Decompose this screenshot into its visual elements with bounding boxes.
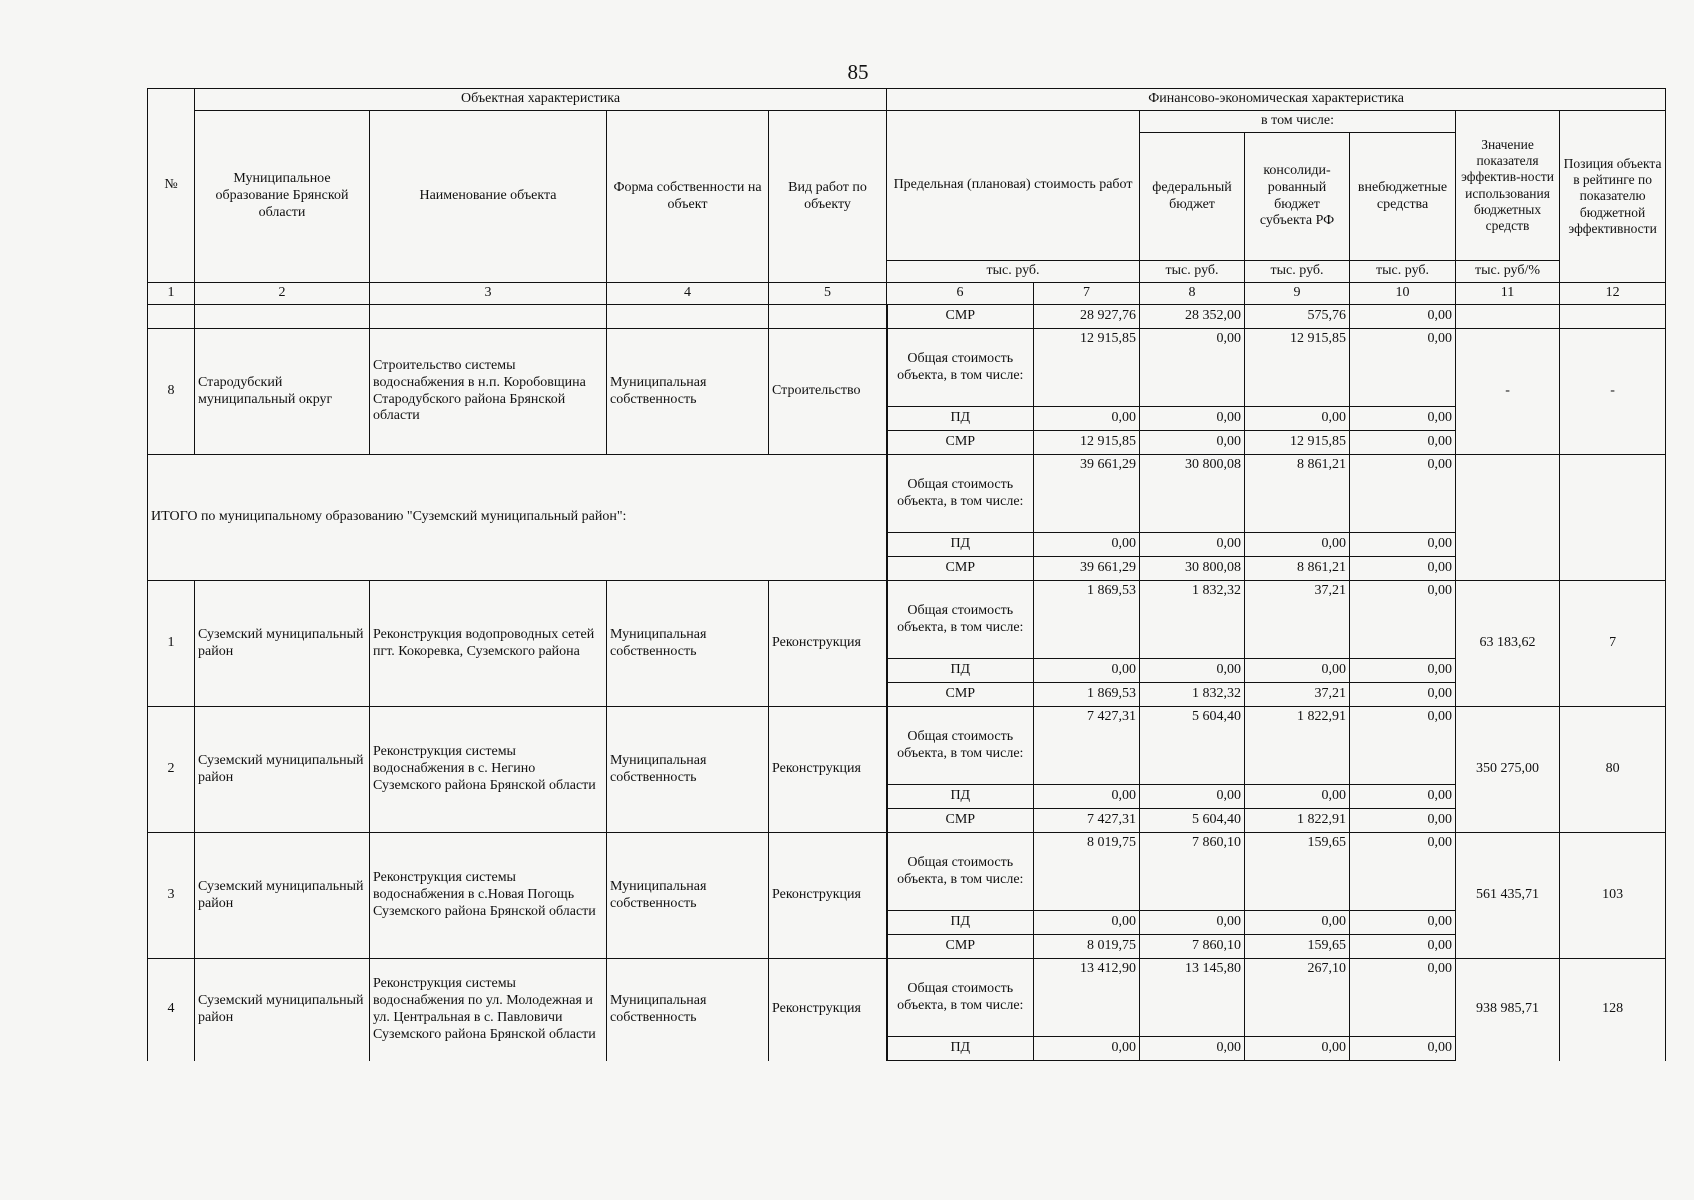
header-including: в том числе: [1140,111,1456,133]
work-type-cell: Реконструкция [769,581,887,707]
extrabudget-cell: 0,00 [1350,683,1456,707]
header-municipality: Муниципальное образование Брянской области [195,111,370,283]
extrabudget-cell: 0,00 [1350,581,1456,659]
row-number: 8 [148,329,195,455]
row-label-smr: СМР [887,809,1034,833]
header-unit-cost: тыс. руб. [887,261,1140,283]
object-name-cell: Реконструкция системы водоснабжения по ул. Молодежная и ул. Центральная в с. Павловичи Суземского района Брянской области [370,959,607,1061]
cost-cell: 1 869,53 [1034,683,1140,707]
federal-cell: 5 604,40 [1140,707,1245,785]
row-label-smr: СМР [887,431,1034,455]
consolidated-cell: 12 915,85 [1245,431,1350,455]
federal-cell: 0,00 [1140,533,1245,557]
col-number: 4 [607,283,769,305]
object-name-cell: Реконструкция системы водоснабжения в с.Новая Погощь Суземского района Брянской области [370,833,607,959]
row-label-smr: СМР [887,305,1034,329]
investment-table [147,88,1666,1061]
efficiency-cell: 63 183,62 [1456,581,1560,707]
cost-cell: 12 915,85 [1034,431,1140,455]
ownership-cell: Муниципальная собственность [607,581,769,707]
extrabudget-cell: 0,00 [1350,659,1456,683]
extrabudget-cell: 0,00 [1350,1037,1456,1061]
col-number: 1 [148,283,195,305]
extrabudget-cell: 0,00 [1350,833,1456,911]
cost-cell: 7 427,31 [1034,707,1140,785]
page-number: 85 [847,60,869,84]
ownership-cell: Муниципальная собственность [607,833,769,959]
table-row [148,581,1666,659]
rating-cell: 80 [1560,707,1666,833]
federal-cell: 0,00 [1140,407,1245,431]
municipality-cell: Суземский муниципальный район [195,707,370,833]
consolidated-cell: 0,00 [1245,659,1350,683]
extrabudget-cell: 0,00 [1350,707,1456,785]
empty-cell [1456,455,1560,581]
efficiency-cell: 938 985,71 [1456,959,1560,1061]
federal-cell: 7 860,10 [1140,833,1245,911]
object-name-cell: Реконструкция водопроводных сетей пгт. Кокоревка, Суземского района [370,581,607,707]
federal-cell: 28 352,00 [1140,305,1245,329]
header-consolidated: консолиди-рованный бюджет субъекта РФ [1245,133,1350,261]
header-object-name: Наименование объекта [370,111,607,283]
consolidated-cell: 1 822,91 [1245,809,1350,833]
header-extrabudget: внебюджетные средства [1350,133,1456,261]
federal-cell: 0,00 [1140,1037,1245,1061]
row-label-pd: ПД [887,533,1034,557]
federal-cell: 0,00 [1140,659,1245,683]
cost-cell: 0,00 [1034,1037,1140,1061]
cost-cell: 8 019,75 [1034,833,1140,911]
consolidated-cell: 0,00 [1245,533,1350,557]
cost-cell: 0,00 [1034,533,1140,557]
extrabudget-cell: 0,00 [1350,785,1456,809]
col-number: 9 [1245,283,1350,305]
federal-cell: 0,00 [1140,785,1245,809]
col-number: 12 [1560,283,1666,305]
col-number: 2 [195,283,370,305]
consolidated-cell: 37,21 [1245,683,1350,707]
empty-cell [1456,305,1560,329]
object-name-cell: Строительство системы водоснабжения в н.п. Коробовщина Стародубского района Брянской области [370,329,607,455]
cost-cell: 12 915,85 [1034,329,1140,407]
cost-cell: 39 661,29 [1034,455,1140,533]
row-number: 3 [148,833,195,959]
extrabudget-cell: 0,00 [1350,407,1456,431]
col-number: 5 [769,283,887,305]
row-label-smr: СМР [887,935,1034,959]
row-label-total: Общая стоимость объекта, в том числе: [887,329,1034,407]
empty-cell [769,305,887,329]
row-label-pd: ПД [887,1037,1034,1061]
col-number: 11 [1456,283,1560,305]
work-type-cell: Строительство [769,329,887,455]
municipality-cell: Суземский муниципальный район [195,833,370,959]
municipality-cell: Суземский муниципальный район [195,581,370,707]
extrabudget-cell: 0,00 [1350,557,1456,581]
cost-cell: 39 661,29 [1034,557,1140,581]
federal-cell: 1 832,32 [1140,581,1245,659]
row-number: 2 [148,707,195,833]
consolidated-cell: 8 861,21 [1245,557,1350,581]
extrabudget-cell: 0,00 [1350,533,1456,557]
header-finance-group: Финансово-экономическая характеристика [887,89,1666,111]
empty-cell [195,305,370,329]
col-number: 7 [1034,283,1140,305]
consolidated-cell: 1 822,91 [1245,707,1350,785]
col-number: 6 [887,283,1034,305]
ownership-cell: Муниципальная собственность [607,329,769,455]
row-label-total: Общая стоимость объекта, в том числе: [887,455,1034,533]
efficiency-cell: 350 275,00 [1456,707,1560,833]
federal-cell: 7 860,10 [1140,935,1245,959]
header-federal: федеральный бюджет [1140,133,1245,261]
row-label-pd: ПД [887,911,1034,935]
empty-cell [1560,305,1666,329]
row-label-pd: ПД [887,407,1034,431]
header-work-type: Вид работ по объекту [769,111,887,283]
consolidated-cell: 267,10 [1245,959,1350,1037]
header-unit-extrabudget: тыс. руб. [1350,261,1456,283]
row-label-total: Общая стоимость объекта, в том числе: [887,833,1034,911]
consolidated-cell: 37,21 [1245,581,1350,659]
rating-cell: 7 [1560,581,1666,707]
header-object-group: Объектная характеристика [195,89,887,111]
table-row [148,707,1666,785]
extrabudget-cell: 0,00 [1350,959,1456,1037]
header-unit-efficiency: тыс. руб/% [1456,261,1560,283]
col-number: 8 [1140,283,1245,305]
extrabudget-cell: 0,00 [1350,305,1456,329]
row-label-total: Общая стоимость объекта, в том числе: [887,707,1034,785]
row-label-smr: СМР [887,557,1034,581]
ownership-cell: Муниципальная собственность [607,707,769,833]
total-label: ИТОГО по муниципальному образованию "Суземский муниципальный район": [148,455,887,581]
extrabudget-cell: 0,00 [1350,329,1456,407]
rating-cell: 103 [1560,833,1666,959]
federal-cell: 1 832,32 [1140,683,1245,707]
consolidated-cell: 8 861,21 [1245,455,1350,533]
efficiency-cell: 561 435,71 [1456,833,1560,959]
federal-cell: 30 800,08 [1140,455,1245,533]
cost-cell: 0,00 [1034,407,1140,431]
header-ownership: Форма собственности на объект [607,111,769,283]
cost-cell: 7 427,31 [1034,809,1140,833]
extrabudget-cell: 0,00 [1350,431,1456,455]
municipality-cell: Стародубский муниципальный округ [195,329,370,455]
row-number: 1 [148,581,195,707]
extrabudget-cell: 0,00 [1350,935,1456,959]
row-label-pd: ПД [887,785,1034,809]
extrabudget-cell: 0,00 [1350,809,1456,833]
row-label-smr: СМР [887,683,1034,707]
federal-cell: 0,00 [1140,329,1245,407]
row-number: 4 [148,959,195,1061]
consolidated-cell: 0,00 [1245,407,1350,431]
federal-cell: 0,00 [1140,911,1245,935]
col-number: 10 [1350,283,1456,305]
cost-cell: 8 019,75 [1034,935,1140,959]
cost-cell: 0,00 [1034,659,1140,683]
federal-cell: 30 800,08 [1140,557,1245,581]
rating-cell: 128 [1560,959,1666,1061]
consolidated-cell: 12 915,85 [1245,329,1350,407]
row-label-total: Общая стоимость объекта, в том числе: [887,581,1034,659]
consolidated-cell: 0,00 [1245,1037,1350,1061]
col-number: 3 [370,283,607,305]
federal-cell: 0,00 [1140,431,1245,455]
empty-cell [148,305,195,329]
empty-cell [607,305,769,329]
header-cost-limit: Предельная (плановая) стоимость работ [887,111,1140,261]
table-row [148,329,1666,407]
extrabudget-cell: 0,00 [1350,455,1456,533]
consolidated-cell: 0,00 [1245,785,1350,809]
cost-cell: 0,00 [1034,911,1140,935]
cost-cell: 28 927,76 [1034,305,1140,329]
header-unit-consolidated: тыс. руб. [1245,261,1350,283]
table-row [148,455,1666,533]
column-numbers-row [148,283,1666,305]
empty-cell [370,305,607,329]
work-type-cell: Реконструкция [769,959,887,1061]
row-label-total: Общая стоимость объекта, в том числе: [887,959,1034,1037]
rating-cell: - [1560,329,1666,455]
empty-cell [1560,455,1666,581]
federal-cell: 5 604,40 [1140,809,1245,833]
table-row [148,959,1666,1037]
consolidated-cell: 159,65 [1245,833,1350,911]
header-rating: Позиция объекта в рейтинге по показателю бюджетной эффективности [1560,111,1666,283]
ownership-cell: Муниципальная собственность [607,959,769,1061]
extrabudget-cell: 0,00 [1350,911,1456,935]
table-row [148,833,1666,911]
table-row [148,305,1666,329]
header-unit-federal: тыс. руб. [1140,261,1245,283]
consolidated-cell: 159,65 [1245,935,1350,959]
object-name-cell: Реконструкция системы водоснабжения в с. Негино Суземского района Брянской области [370,707,607,833]
cost-cell: 0,00 [1034,785,1140,809]
header-num: № [148,89,195,283]
efficiency-cell: - [1456,329,1560,455]
consolidated-cell: 575,76 [1245,305,1350,329]
work-type-cell: Реконструкция [769,707,887,833]
cost-cell: 13 412,90 [1034,959,1140,1037]
row-label-pd: ПД [887,659,1034,683]
header-efficiency: Значение показателя эффектив-ности использования бюджетных средств [1456,111,1560,261]
municipality-cell: Суземский муниципальный район [195,959,370,1061]
consolidated-cell: 0,00 [1245,911,1350,935]
federal-cell: 13 145,80 [1140,959,1245,1037]
cost-cell: 1 869,53 [1034,581,1140,659]
work-type-cell: Реконструкция [769,833,887,959]
